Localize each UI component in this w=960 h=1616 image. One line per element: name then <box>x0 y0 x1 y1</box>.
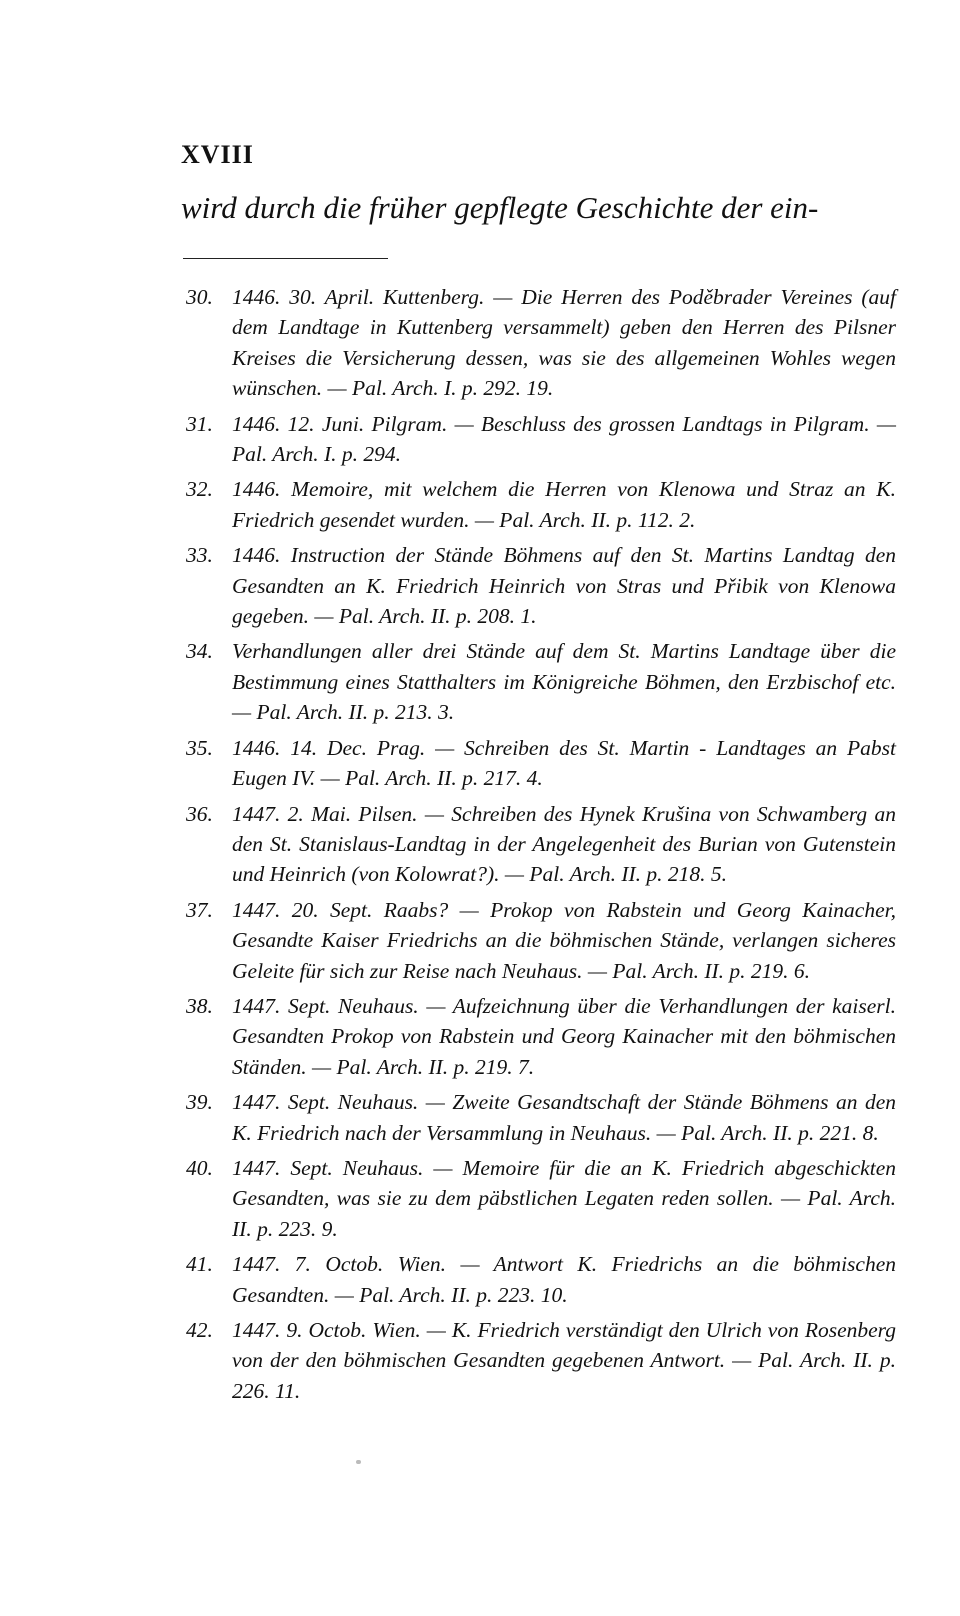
page-number: XVIII <box>181 140 254 169</box>
entry-number: 39. <box>186 1090 213 1115</box>
document-entry <box>186 409 896 470</box>
entry-text: 1446. 14. Dec. Prag. — Schreiben des St. Martin - Landtages an Pabst Eugen IV. — Pal. Arch. II. p. 217. 4. <box>232 735 896 791</box>
document-entry <box>186 1249 896 1310</box>
footnote-rule <box>183 258 388 259</box>
entry-number: 33. <box>186 543 213 568</box>
document-entry <box>186 1087 896 1148</box>
document-entry <box>186 733 896 794</box>
entry-number: 42. <box>186 1318 213 1342</box>
entry-text: 1446. 12. Juni. Pilgram. — Beschluss des grossen Landtags in Pilgram. — Pal. Arch. I. p. 294. <box>232 411 896 467</box>
entry-number: 40. <box>186 1155 213 1180</box>
entry-number: 35. <box>186 735 213 760</box>
document-entry <box>186 799 896 890</box>
entry-text: 1447. 2. Mai. Pilsen. — Schreiben des Hynek Krušina von Schwamberg an den St. Stanislaus-Landtag in der Angelegenheit des Burian von Gutenstein und Heinrich (von Kolowrat?). — Pal. Arch. II. p. 218. 5. <box>232 801 896 887</box>
entry-text: 1447. Sept. Neuhaus. — Zweite Gesandtschaft der Stände Böhmens an den K. Friedrich nach der Versammlung in Neuhaus. — Pal. Arch. II. p. 221. 8. <box>232 1090 896 1145</box>
entry-text: 1447. 9. Octob. Wien. — K. Friedrich verständigt den Ulrich von Rosenberg von der den böhmischen Gesandten gegebenen Antwort. — Pal. Arch. II. p. 226. 11. <box>232 1318 896 1403</box>
entry-text: 1447. Sept. Neuhaus. — Aufzeichnung über die Verhandlungen der kaiserl. Gesandten Prokop von Rabstein und Georg Kainacher mit den böhmischen Ständen. — Pal. Arch. II. p. 219. 7. <box>232 993 896 1079</box>
entry-text: 1446. Instruction der Stände Böhmens auf den St. Martins Landtag den Gesandten an K. Friedrich Heinrich von Stras und Přibik von Klenowa gegeben. — Pal. Arch. II. p. 208. 1. <box>232 543 896 629</box>
document-entry <box>186 636 896 727</box>
entry-text: Verhandlungen aller drei Stände auf dem St. Martins Landtage über die Bestimmung eines Statthalters im Königreiche Böhmen, den Erzbischof etc. — Pal. Arch. II. p. 213. 3. <box>232 639 896 725</box>
entry-text: 1447. 20. Sept. Raabs? — Prokop von Rabstein und Georg Kainacher, Gesandte Kaiser Friedrichs an die böhmischen Stände, verlangen sicheres Geleite für sich zur Reise nach Neuhaus. — Pal. Arch. II. p. 219. 6. <box>232 897 896 983</box>
document-entry <box>186 1315 896 1406</box>
entry-text: 1447. Sept. Neuhaus. — Memoire für die an K. Friedrich abgeschickten Gesandten, was sie zu dem päbstlichen Legaten reden sollen. — Pal. Arch. II. p. 223. 9. <box>232 1155 896 1241</box>
document-entry <box>186 895 896 986</box>
document-entry <box>186 474 896 535</box>
document-entry <box>186 991 896 1082</box>
ink-speck <box>356 1460 361 1464</box>
entry-text: 1447. 7. Octob. Wien. — Antwort K. Friedrichs an die böhmischen Gesandten. — Pal. Arch. II. p. 223. 10. <box>232 1252 896 1307</box>
document-list <box>186 282 896 1411</box>
entry-number: 34. <box>186 639 213 664</box>
entry-number: 38. <box>186 993 213 1018</box>
running-head: wird durch die früher gepflegte Geschichte der ein- <box>181 190 819 225</box>
entry-number: 36. <box>186 801 213 826</box>
entry-number: 30. <box>186 285 213 309</box>
document-entry <box>186 1153 896 1244</box>
document-entry <box>186 282 896 404</box>
entry-number: 41. <box>186 1252 213 1277</box>
entry-text: 1446. 30. April. Kuttenberg. — Die Herren des Poděbrader Vereines (auf dem Landtage in Kuttenberg versammelt) geben den Herren des Pilsner Kreises die Versicherung dessen, was sie des allgemeinen Wohles wegen wünschen. — Pal. Arch. I. p. 292. 19. <box>232 285 896 401</box>
entry-number: 32. <box>186 477 213 502</box>
document-entry <box>186 540 896 631</box>
entry-text: 1446. Memoire, mit welchem die Herren von Klenowa und Straz an K. Friedrich gesendet wurden. — Pal. Arch. II. p. 112. 2. <box>232 477 896 532</box>
entry-number: 37. <box>186 897 213 922</box>
entry-number: 31. <box>186 411 213 436</box>
